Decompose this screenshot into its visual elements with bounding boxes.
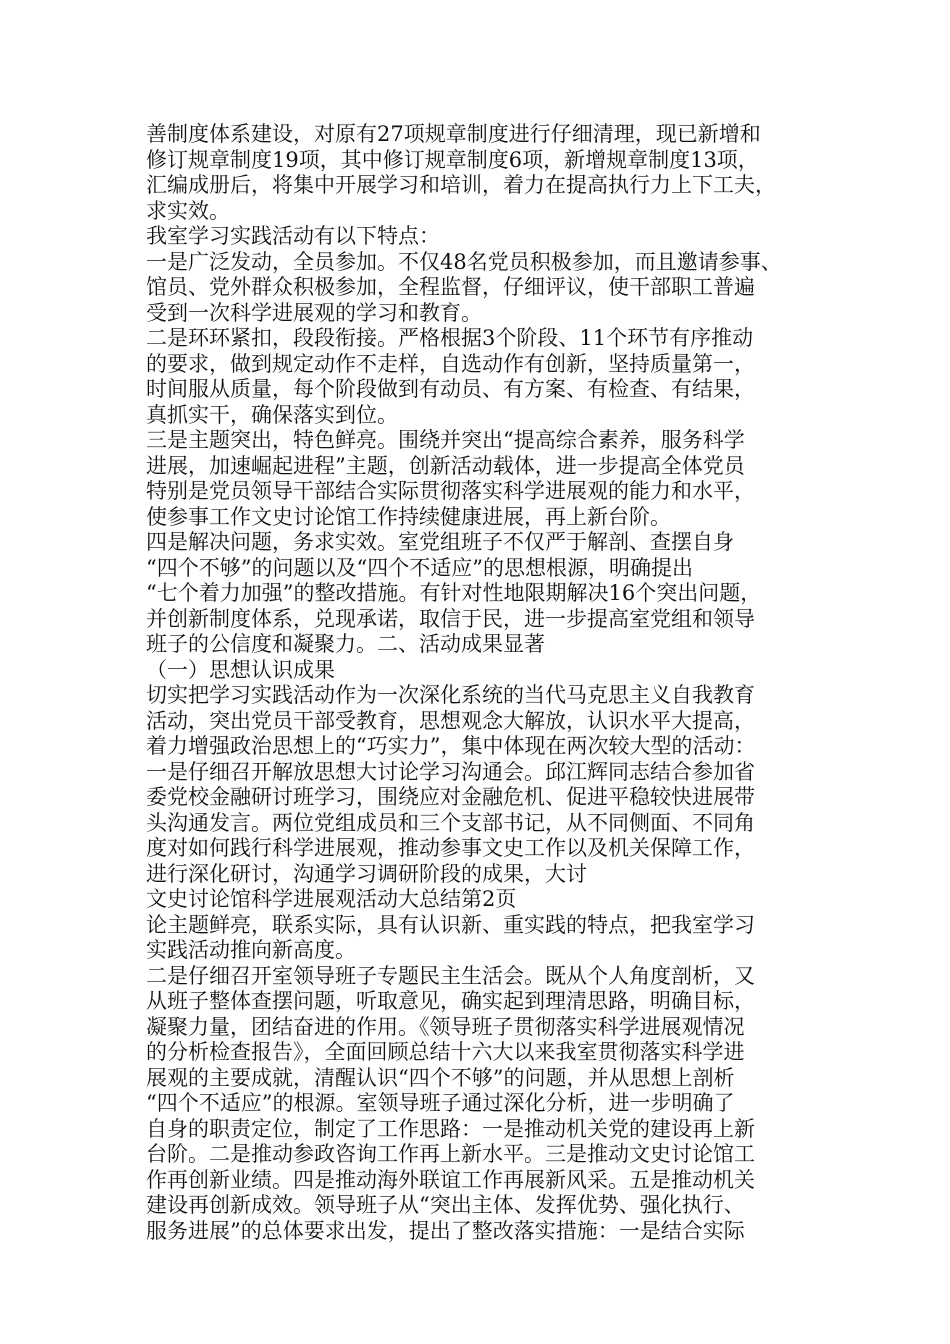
text-line: 馆员、党外群众积极参加，全程监督，仔细评议，使干部职工普遍: [146, 275, 755, 299]
text-line: 活动，突出党员干部受教育，思想观念大解放，认识水平大提高，: [146, 708, 755, 733]
text-line: 的要求，做到规定动作不走样，自选动作有创新，坚持质量第一，: [146, 351, 755, 376]
text-line: 一是广泛发动，全员参加。不仅48名党员积极参加，而且邀请参事、: [146, 249, 782, 274]
text-line: 汇编成册后，将集中开展学习和培训，着力在提高执行力上下工夫，: [146, 173, 776, 197]
text-line: 委党校金融研讨班学习，围绕应对金融危机、促进平稳较快进展带: [146, 785, 755, 809]
text-line: 二是环环紧扣，段段衔接。严格根据3个阶段、11个环节有序推动: [146, 326, 754, 350]
text-line: 进展，加速崛起进程”主题，创新活动载体，进一步提高全体党员: [146, 453, 745, 478]
document-body: [146, 122, 826, 1244]
text-line: 进行深化研讨，沟通学习调研阶段的成果，大讨: [146, 861, 587, 886]
text-line: 展观的主要成就，清醒认识“四个不够”的问题，并从思想上剖析: [146, 1065, 735, 1090]
text-line: 并创新制度体系，兑现承诺，取信于民，进一步提高室党组和领导: [146, 606, 755, 631]
text-line: 受到一次科学进展观的学习和教育。: [146, 300, 482, 325]
text-line: 建设再创新成效。领导班子从“突出主体、发挥优势、强化执行、: [146, 1193, 745, 1217]
text-line: 自身的职责定位，制定了工作思路：一是推动机关党的建设再上新: [146, 1116, 755, 1141]
text-line: 实践活动推向新高度。: [146, 938, 356, 962]
text-line: 善制度体系建设，对原有27项规章制度进行仔细清理，现已新增和: [146, 122, 761, 146]
text-line: 真抓实干，确保落实到位。: [146, 402, 398, 427]
text-line: 求实效。: [146, 198, 230, 223]
text-line: “七个着力加强”的整改措施。有针对性地限期解决16个突出问题，: [146, 581, 762, 605]
text-line: 四是解决问题，务求实效。室党组班子不仅严于解剖、查摆自身: [146, 530, 734, 554]
text-line: 的分析检查报告》，全面回顾总结十六大以来我室贯彻落实科学进: [146, 1040, 745, 1064]
text-line: 班子的公信度和凝聚力。二、活动成果显著: [146, 632, 545, 656]
text-line: “四个不适应”的根源。室领导班子通过深化分析，进一步明确了: [146, 1091, 735, 1115]
text-line: 作再创新业绩。四是推动海外联谊工作再展新风采。五是推动机关: [146, 1167, 755, 1192]
text-line: 着力增强政治思想上的“巧实力”，集中体现在两次较大型的活动：: [146, 734, 756, 758]
text-line: 一是仔细召开解放思想大讨论学习沟通会。邱江辉同志结合参加省: [146, 759, 755, 784]
text-line: 时间服从质量，每个阶段做到有动员、有方案、有检查、有结果，: [146, 377, 755, 401]
text-line: 头沟通发言。两位党组成员和三个支部书记，从不同侧面、不同角: [146, 810, 755, 835]
text-line: 二是仔细召开室领导班子专题民主生活会。既从个人角度剖析，又: [146, 963, 755, 988]
text-line: 度对如何践行科学进展观，推动参事文史工作以及机关保障工作，: [146, 836, 755, 860]
text-line: 切实把学习实践活动作为一次深化系统的当代马克思主义自我教育: [146, 683, 755, 707]
section-heading: （一）思想认识成果: [146, 657, 335, 682]
text-line: 我室学习实践活动有以下特点：: [146, 224, 440, 248]
text-line: 从班子整体查摆问题，听取意见，确实起到理清思路，明确目标，: [146, 989, 755, 1013]
text-line: 使参事工作文史讨论馆工作持续健康进展，再上新台阶。: [146, 504, 671, 529]
text-line: “四个不够”的问题以及“四个不适应”的思想根源，明确提出: [146, 555, 693, 580]
text-line: 台阶。二是推动参政咨询工作再上新水平。三是推动文史讨论馆工: [146, 1142, 755, 1166]
text-line: 三是主题突出，特色鲜亮。围绕并突出“提高综合素养，服务科学: [146, 428, 745, 452]
page-marker: 文史讨论馆科学进展观活动大总结第2页: [146, 887, 517, 911]
text-line: 修订规章制度19项，其中修订规章制度6项，新增规章制度13项，: [146, 147, 759, 172]
text-line: 凝聚力量，团结奋进的作用。《领导班子贯彻落实科学进展观情况: [146, 1014, 745, 1039]
text-line: 特别是党员领导干部结合实际贯彻落实科学进展观的能力和水平，: [146, 479, 755, 503]
text-line: 论主题鲜亮，联系实际，具有认识新、重实践的特点，把我室学习: [146, 912, 755, 937]
text-line: 服务进展”的总体要求出发，提出了整改落实措施：一是结合实际: [146, 1218, 745, 1243]
